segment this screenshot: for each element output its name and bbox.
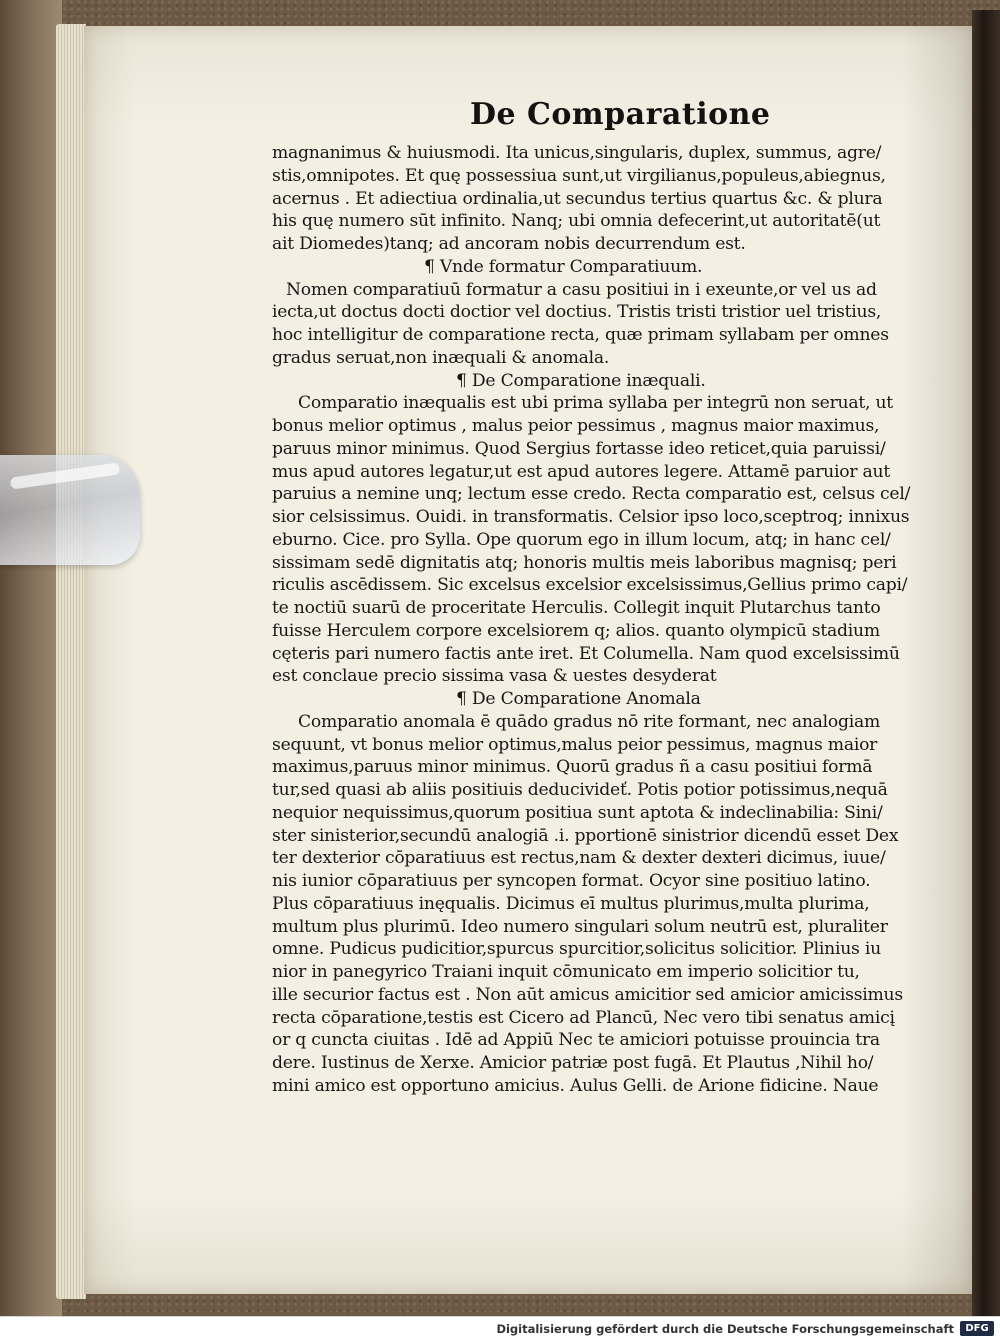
section-heading: ¶ Vnde formatur Comparatiuum. (424, 256, 703, 277)
text-line: Comparatio anomala ē quādo gradus nō rite formant, nec analogiam (298, 711, 881, 732)
text-line: bonus melior optimus , malus peior pessimus , magnus maior maximus, (272, 416, 880, 436)
text-line: paruus minor minimus. Quod Sergius fortasse ideo reticet,quia paruissi/ (272, 438, 886, 459)
text-line: ter dexterior cōparatiuus est rectus,nam & dexter dexteri dicimus, iuue/ (272, 848, 886, 869)
text-line: eburno. Cice. pro Sylla. Ope quorum ego in illum locum, atq; in hanc cel/ (272, 529, 891, 550)
text-line: cęteris pari numero factis ante iret. Et Columella. Nam quod excelsissimū (272, 643, 900, 664)
footer-bar (0, 1316, 1000, 1341)
text-line: nequior nequissimus,quorum positiua sunt aptota & indeclinabilia: Sini/ (272, 802, 883, 823)
text-line: ster sinisterior,secundū analogiā .i. pportionē sinistrior dicendū esset Dex (272, 825, 899, 846)
text-line: paruius a nemine unq; lectum esse credo. Recta comparatio est, celsus cel/ (272, 484, 911, 505)
text-line: nis iunior cōparatiuus per syncopen format. Ocyor sine positiuo latino. (272, 871, 871, 891)
text-line: fuisse Herculem corpore excelsiorem q; alios. quanto olympicū stadium (272, 620, 880, 641)
text-line: multum plus plurimū. Ideo numero singulari solum neutrū est, pluraliter (272, 916, 888, 937)
text-line: sior celsissimus. Ouidi. in transformatis. Celsior ipso loco,sceptroq; innixus (272, 507, 910, 527)
text-line: Nomen comparatiuū formatur a casu positiui in i exeunte,or vel us ad (286, 279, 877, 300)
funding-credit: Digitalisierung gefördert durch die Deutsche Forschungsgemeinschaft (496, 1322, 954, 1336)
text-line: iecta,ut doctus docti doctior vel doctius. Tristis tristi tristior uel tristius, (272, 302, 882, 323)
running-head: De Comparatione (470, 97, 771, 132)
text-line: Comparatio inæqualis est ubi prima syllaba per integrū non seruat, ut (298, 393, 893, 414)
text-line: ille securior factus est . Non aūt amicus amicitior sed amicior amicissimus (272, 984, 903, 1005)
book-cover-edge (0, 0, 62, 1316)
text-line: maximus,paruus minor minimus. Quorū gradus ñ a casu positiui formā (272, 757, 873, 778)
text-line: recta cōparatione,testis est Cicero ad Plancū, Nec vero tibi senatus amicį (272, 1007, 895, 1028)
text-line: his quę numero sūt infinito. Nanq; ubi omnia defecerint,ut autoritatē(ut (272, 211, 881, 232)
text-line: tur,sed quasi ab aliis positiuis deducivideť. Potis potior potissimus,nequā (272, 780, 888, 800)
text-line: mus apud autores legatur,ut est apud autores legere. Attamē paruior aut (272, 461, 890, 482)
text-line: sequunt, vt bonus melior optimus,malus peior pessimus, magnus maior (272, 734, 878, 755)
text-line: est conclaue precio sissima vasa & uestes desyderat (272, 666, 717, 687)
text-line: sissimam sedē dignitatis atq; honoris multis meis laboribus magnisq; peri (272, 552, 897, 573)
text-line: Plus cōparatiuus inęqualis. Dicimus eī multus plurimus,multa plurima, (272, 893, 870, 914)
text-line: te noctiū suarū de proceritate Herculis. Collegit inquit Plutarchus tanto (272, 598, 881, 618)
text-line: mini amico est opportuno amicius. Aulus Gelli. de Arione fidicine. Naue (272, 1075, 879, 1096)
section-heading: ¶ De Comparatione Anomala (456, 689, 701, 709)
text-line: omne. Pudicus pudicitior,spurcus spurcitior,solicitus solicitior. Plinius iu (272, 939, 881, 960)
text-line: dere. Iustinus de Xerxe. Amicior patriæ post fugā. Et Plautus ,Nihil ho/ (272, 1053, 874, 1073)
dfg-logo: DFG (960, 1321, 994, 1336)
text-line: acernus . Et adiectiua ordinalia,ut secundus tertius quartus &c. & plura (272, 188, 883, 209)
text-line: gradus seruat,non inæquali & anomala. (272, 347, 610, 368)
page-edges (56, 24, 86, 1299)
section-heading: ¶ De Comparatione inæquali. (456, 370, 706, 391)
text-line: stis,omnipotes. Et quę possessiua sunt,ut virgilianus,populeus,abiegnus, (272, 165, 886, 186)
text-line: nior in panegyrico Traiani inquit cōmunicato em imperio solicitior tu, (272, 962, 860, 982)
text-line: hoc intelligitur de comparatione recta, quæ primam syllabam per omnes (272, 325, 889, 345)
text-line: or q cuncta ciuitas . Idē ad Appiū Nec te amiciori potuisse prouincia tra (272, 1030, 880, 1051)
page-text (272, 142, 912, 1098)
text-line: magnanimus & huiusmodi. Ita unicus,singularis, duplex, summus, agre/ (272, 143, 882, 163)
book-gutter (972, 10, 1000, 1316)
text-line: ait Diomedes)tanq; ad ancoram nobis decurrendum est. (272, 234, 746, 254)
text-line: riculis ascēdissem. Sic excelsus excelsior excelsissimus,Gellius primo capi/ (272, 575, 908, 596)
